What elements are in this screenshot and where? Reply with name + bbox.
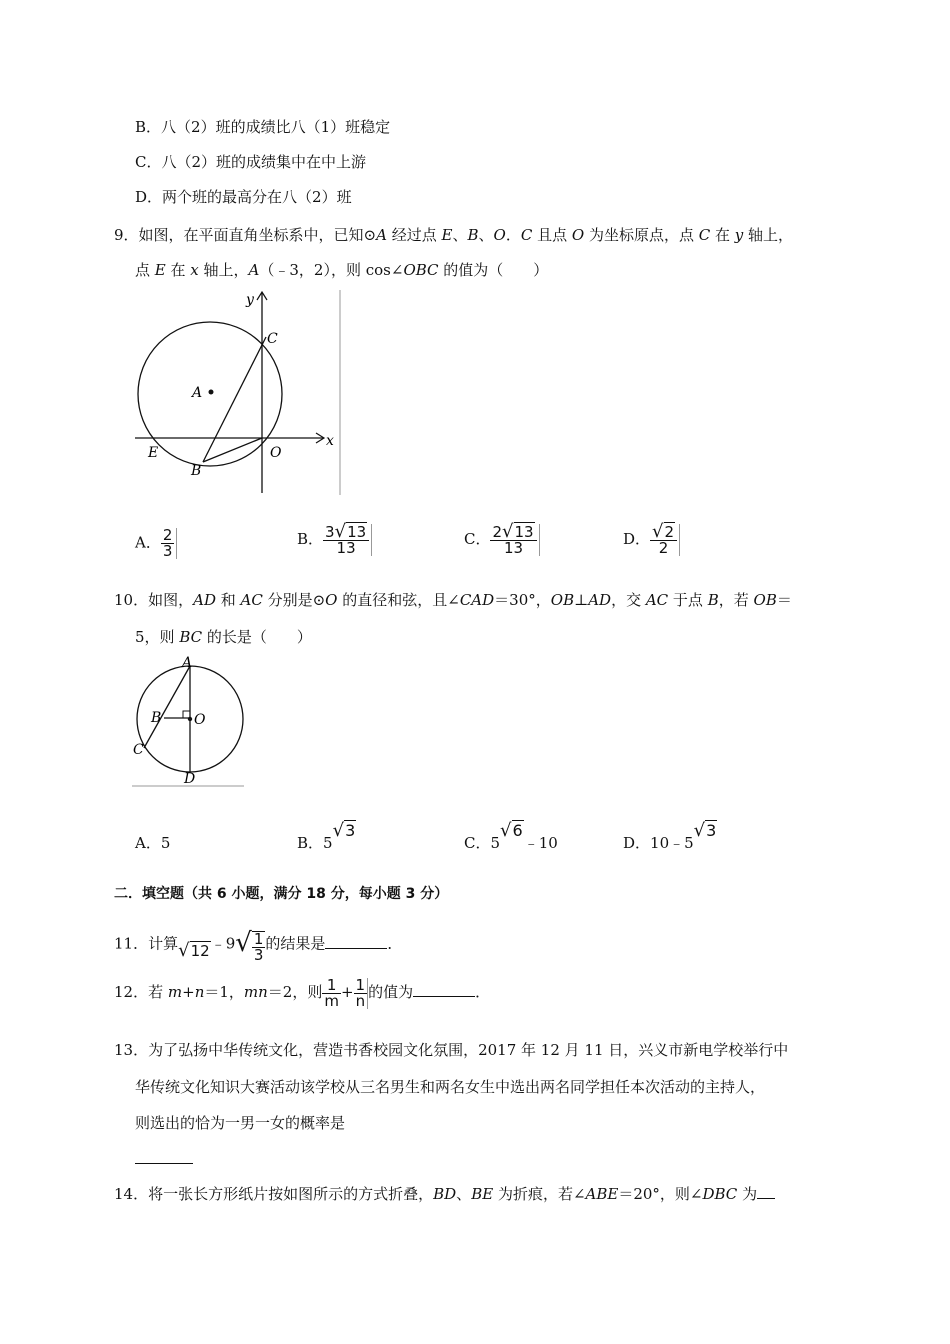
q8-option-c: C．八（2）班的成绩集中在中上游 [135,153,367,171]
label-a: A [182,655,193,671]
q9-option-d: D． $\frac{√2}{2}$ [623,524,680,556]
q13-line1: 13．为了弘扬中华传统文化，营造书香校园文化氛围，2017 年 12 月 11 日，兴义市新电学校举行中 [114,1041,789,1059]
q14: 14．将一张长方形纸片按如图所示的方式折叠，BD、BE 为折痕，若∠ABE＝20°，则∠DBC 为 [114,1184,775,1204]
q13-line3: 则选出的恰为一男一女的概率是 [135,1114,346,1132]
chord-bo [203,438,262,462]
q10-option-a: A．5 [135,834,171,852]
q10-option-c: C．5√6﹣10 [464,820,558,852]
q10-figure [130,655,250,790]
label-b: B [151,710,162,726]
q9-stem-line2: 点 E 在 x 轴上，A（﹣3，2），则 cos∠OBC 的值为（ ） [135,261,549,279]
q8-option-d: D．两个班的最高分在八（2）班 [135,188,352,206]
q8-option-b: B．八（2）班的成绩比八（1）班稳定 [135,118,391,136]
q13-answer-blank [135,1149,193,1164]
q9-stem-line1: 9．如图，在平面直角坐标系中，已知⊙A 经过点 E、B、O．C 且点 O 为坐标原点，点 C 在 y 轴上， [114,226,794,244]
chord-bc [203,337,266,462]
q13-line2: 华传统文化知识大赛活动该学校从三名男生和两名女生中选出两名同学担任本次活动的主持人， [135,1078,766,1096]
q10-stem-line1: 10．如图，AD 和 AC 分别是⊙O 的直径和弦，且∠CAD＝30°，OB⊥AD，交 AC 于点 B，若 OB＝ [114,591,792,609]
q10-stem-line2: 5，则 BC 的长是（ ） [135,628,312,646]
label-e: E [148,445,159,461]
right-angle-mark [183,711,190,718]
q9-option-a: A． $\frac{2}{3}$ [135,528,177,559]
q10-option-b: B．5√3 [297,820,356,852]
label-b: B [191,463,202,479]
label-c: C [267,331,278,347]
q11: 11．计算√12﹣9√ $\frac{1}{3}$ 的结果是 ． [114,928,403,964]
label-a: A [192,385,203,401]
q9-option-b: B． $\frac{3√13}{13}$ [297,524,372,556]
q9-option-c: C． $\frac{2√13}{13}$ [464,524,540,556]
label-o: O [194,712,206,728]
label-o: O [270,445,282,461]
chord-ac [144,666,190,748]
section-2-title: 二．填空题（共 6 小题，满分 18 分，每小题 3 分） [114,886,449,902]
q12: 12．若 m+n＝1，mn＝2，则 $\frac{1}{m}$ + $\frac{1}{n}$ 的值为 ． [114,975,491,1010]
label-c: C [133,742,144,758]
q10-option-d: D．10﹣5√3 [623,820,717,852]
q9-figure [130,285,345,500]
label-x: x [326,433,334,449]
label-y: y [246,292,254,308]
center-point-o [188,717,192,721]
label-d: D [184,771,196,787]
center-point-a [209,390,214,395]
